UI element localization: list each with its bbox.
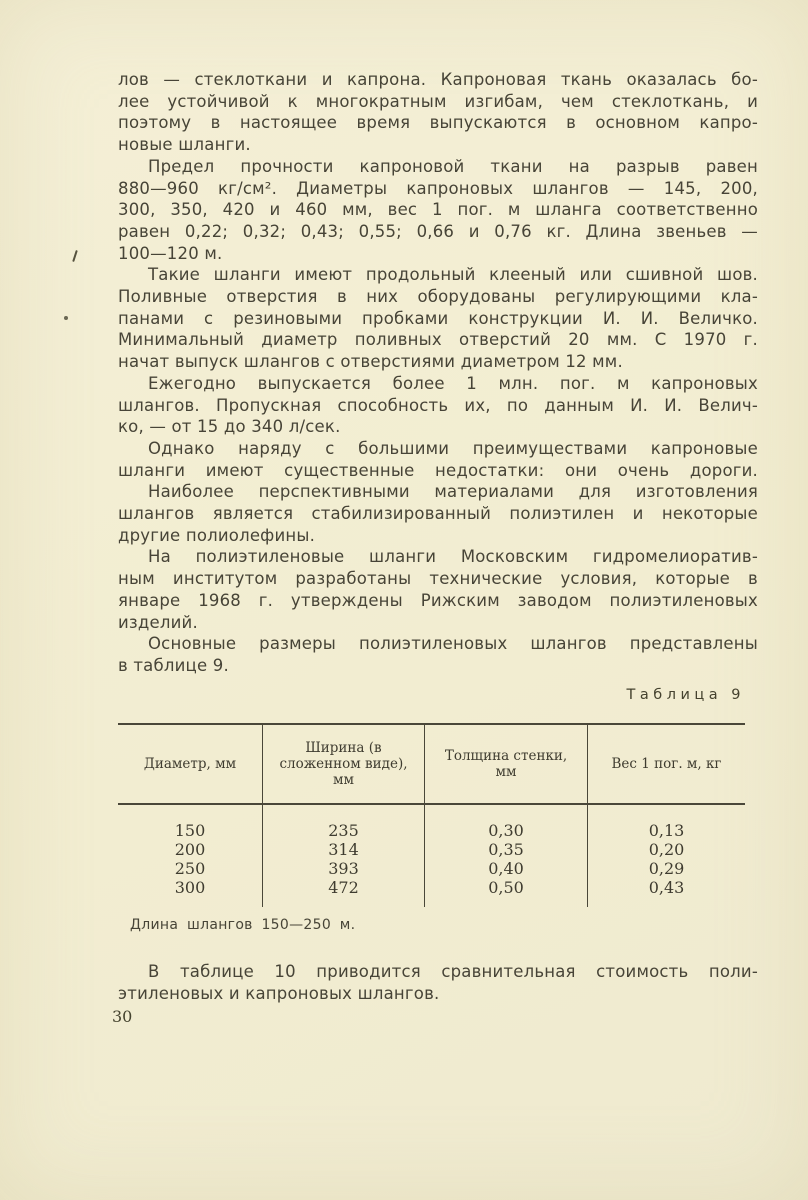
page-number: 30 bbox=[112, 1007, 133, 1026]
text-line: Поливные отверстия в них оборудованы регулирующими кла- bbox=[118, 287, 758, 307]
table-column bbox=[263, 805, 425, 907]
text-line: январе 1968 г. утверждены Рижским заводом полиэтиленовых bbox=[118, 590, 758, 610]
body-text bbox=[118, 69, 758, 677]
text-line: Основные размеры полиэтиленовых шлангов представлены bbox=[148, 634, 758, 654]
closing-paragraph bbox=[118, 961, 758, 1004]
table-column-header: Ширина (в сложенном виде), мм bbox=[263, 725, 425, 803]
text-line: панами с резиновыми пробками конструкции И. И. Величко. bbox=[118, 308, 758, 328]
text-line: Минимальный диаметр поливных отверстий 20 мм. С 1970 г. bbox=[118, 330, 758, 350]
text-line: другие полиолефины. bbox=[118, 525, 316, 545]
text-line: В таблице 10 приводится сравнительная стоимость поли- bbox=[148, 962, 758, 981]
text-line: шлангов является стабилизированный полиэтилен и некоторые bbox=[118, 504, 758, 524]
table-cell-value: 0,43 bbox=[648, 878, 685, 897]
text-line: шлангов. Пропускная способность их, по данным И. И. Велич- bbox=[118, 395, 758, 415]
text-line: лее устойчивой к многократным изгибам, чем стеклоткань, и bbox=[118, 91, 758, 111]
table-cell-value: 0,30 bbox=[488, 821, 524, 840]
text-line: ко, — от 15 до 340 л/сек. bbox=[118, 417, 341, 437]
text-line: Однако наряду с большими преимуществами капроновые bbox=[148, 438, 758, 458]
table-cell-value: 0,13 bbox=[648, 821, 685, 840]
text-line: 300, 350, 420 и 460 мм, вес 1 пог. м шланга соответственно bbox=[118, 200, 758, 220]
text-line: этиленовых и капроновых шлангов. bbox=[118, 983, 440, 1003]
table-body bbox=[118, 805, 745, 907]
text-line: 100—120 м. bbox=[118, 243, 223, 263]
table-cell-value: 0,29 bbox=[648, 859, 685, 878]
text-line: лов — стеклоткани и капрона. Капроновая ткань оказалась бо- bbox=[118, 70, 758, 89]
text-line: поэтому в настоящее время выпускаются в основном капро- bbox=[118, 113, 758, 133]
table-cell-value: 200 bbox=[174, 840, 206, 859]
table-column-header: Толщина стенки, мм bbox=[425, 725, 588, 803]
table-cell-value: 314 bbox=[328, 840, 359, 859]
text-line: Такие шланги имеют продольный клееный или сшивной шов. bbox=[148, 265, 758, 285]
table-cell-value: 0,20 bbox=[648, 840, 685, 859]
table-column-header: Вес 1 пог. м, кг bbox=[611, 756, 722, 772]
scan-speck-slash bbox=[72, 250, 78, 262]
hose-dimensions-table bbox=[118, 723, 745, 907]
text-line: На полиэтиленовые шланги Московским гидромелиоратив- bbox=[148, 547, 758, 567]
text-line: в таблице 9. bbox=[118, 655, 229, 675]
table-cell-value: 0,50 bbox=[488, 878, 524, 897]
text-line: начат выпуск шлангов с отверстиями диаметром 12 мм. bbox=[118, 352, 623, 372]
table-cell-value: 472 bbox=[328, 878, 359, 897]
table-cell-value: 0,40 bbox=[488, 859, 524, 878]
table-column bbox=[118, 805, 263, 907]
text-line: изделий. bbox=[118, 612, 198, 632]
text-line: новые шланги. bbox=[118, 135, 251, 155]
table-cell-value: 235 bbox=[328, 821, 359, 840]
text-line: равен 0,22; 0,32; 0,43; 0,55; 0,66 и 0,76 кг. Длина звеньев — bbox=[118, 221, 758, 241]
table-cell-value: 300 bbox=[174, 878, 206, 897]
table-cell-value: 0,35 bbox=[488, 840, 524, 859]
text-line: Предел прочности капроновой ткани на разрыв равен bbox=[148, 156, 758, 176]
table-cell-value: 150 bbox=[174, 821, 206, 840]
text-line: 880—960 кг/см². Диаметры капроновых шлангов — 145, 200, bbox=[118, 178, 758, 198]
table-column bbox=[425, 805, 588, 907]
table-column bbox=[588, 805, 745, 907]
table-footnote: Длина шлангов 150—250 м. bbox=[130, 917, 356, 933]
text-line: Наиболее перспективными материалами для изготовления bbox=[148, 482, 758, 502]
text-line: Ежегодно выпускается более 1 млн. пог. м капроновых bbox=[148, 373, 758, 393]
table-cell-value: 250 bbox=[174, 859, 206, 878]
table-header-row bbox=[118, 725, 745, 805]
table-caption: Таблица 9 bbox=[626, 687, 745, 703]
table-cell-value: 393 bbox=[328, 859, 359, 878]
text-line: ным институтом разработаны технические условия, которые в bbox=[118, 569, 758, 589]
table-column-header: Диаметр, мм bbox=[118, 725, 263, 803]
scan-speck-dot bbox=[64, 316, 68, 320]
text-line: шланги имеют существенные недостатки: они очень дороги. bbox=[118, 460, 758, 480]
